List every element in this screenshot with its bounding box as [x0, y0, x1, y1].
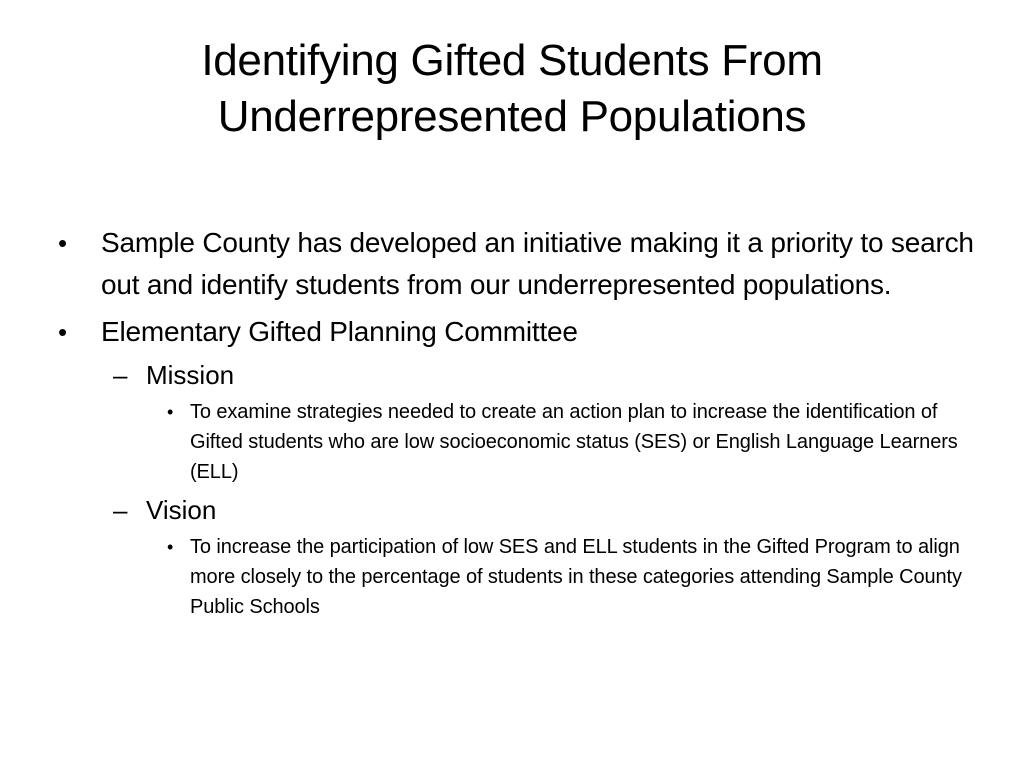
detail-text: To increase the participation of low SES and ELL students in the Gifted Program to align more closely to the percentage of students in these categories attending Sample County Public Schools: [190, 536, 962, 618]
bullet-item-committee: [58, 311, 978, 353]
sub-item-label: Mission: [146, 360, 235, 390]
dash-icon: –: [113, 495, 128, 525]
bullet-icon: •: [167, 402, 174, 422]
slide-body: [58, 222, 978, 628]
sub-item-vision: [58, 493, 978, 528]
bullet-text: Sample County has developed an initiative making it a priority to search out and identify students from our underrepresented populations.: [101, 227, 974, 300]
bullet-icon: •: [167, 537, 174, 557]
title-line-1: Identifying Gifted Students From: [201, 36, 823, 85]
dash-icon: –: [113, 360, 128, 390]
bullet-item-initiative: [58, 222, 978, 306]
sub-item-mission: [58, 358, 978, 393]
bullet-text: Elementary Gifted Planning Committee: [101, 316, 578, 347]
slide-title: [60, 33, 964, 145]
bullet-icon: •: [58, 228, 67, 258]
detail-text: To examine strategies needed to create an action plan to increase the identification of Gifted students who are low socioeconomic status (SES) or English Language Learners (ELL): [190, 401, 958, 483]
sub-item-label: Vision: [146, 495, 217, 525]
bullet-icon: •: [58, 317, 67, 347]
detail-item-vision: [58, 532, 978, 622]
title-line-2: Underrepresented Populations: [217, 92, 807, 141]
detail-item-mission: [58, 397, 978, 487]
